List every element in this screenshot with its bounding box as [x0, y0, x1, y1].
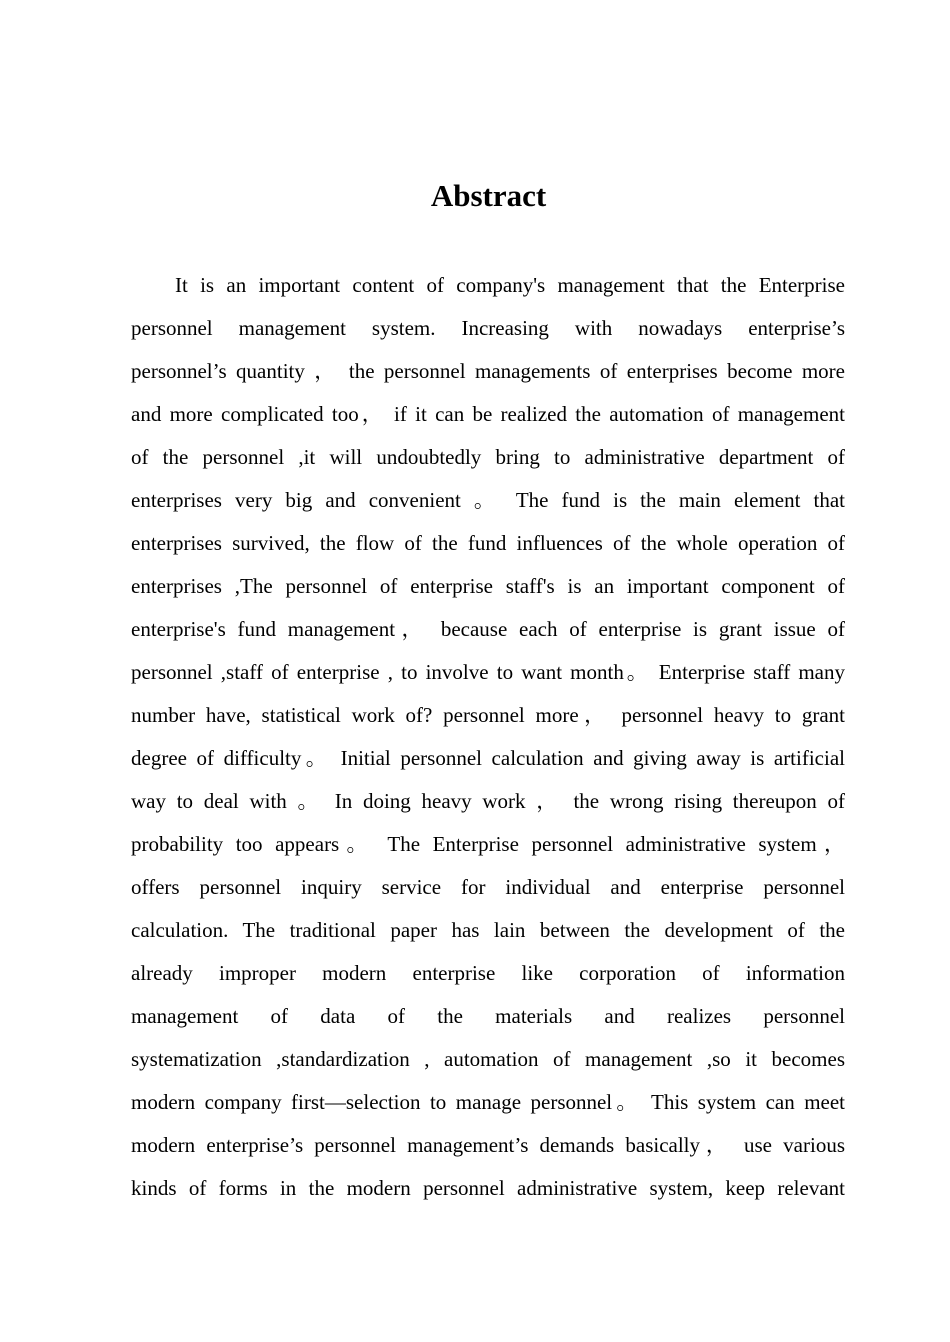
abstract-line-20: modern company first—selection to manage personnel。 This system can meet: [131, 1090, 845, 1114]
abstract-line-1: It is an important content of company's management that the Enterprise: [175, 273, 845, 297]
abstract-title: Abstract: [430, 178, 547, 213]
abstract-line-8: enterprises ,The personnel of enterprise staff's is an important component of: [131, 574, 845, 598]
abstract-line-2: personnel management system. Increasing with nowadays enterprise’s: [131, 316, 845, 340]
abstract-line-4: and more complicated too， if it can be realized the automation of management: [131, 402, 845, 426]
abstract-line-15: offers personnel inquiry service for individual and enterprise personnel: [131, 875, 845, 899]
abstract-line-21: modern enterprise’s personnel management’s demands basically， use various: [131, 1133, 845, 1157]
abstract-line-6: enterprises very big and convenient 。 The fund is the main element that: [131, 488, 845, 512]
abstract-line-17: already improper modern enterprise like corporation of information: [131, 961, 845, 985]
abstract-line-7: enterprises survived, the flow of the fund influences of the whole operation of: [131, 531, 845, 555]
abstract-line-13: way to deal with 。 In doing heavy work ， the wrong rising thereupon of: [131, 789, 845, 813]
abstract-line-5: of the personnel ,it will undoubtedly bring to administrative department of: [131, 445, 845, 469]
abstract-line-19: systematization ,standardization , automation of management ,so it becomes: [131, 1047, 845, 1071]
abstract-line-11: number have, statistical work of? personnel more， personnel heavy to grant: [131, 703, 845, 727]
abstract-line-10: personnel ,staff of enterprise , to involve to want month。 Enterprise staff many: [131, 660, 845, 684]
abstract-line-18: management of data of the materials and realizes personnel: [131, 1004, 845, 1028]
abstract-line-9: enterprise's fund management， because each of enterprise is grant issue of: [131, 617, 845, 641]
abstract-body: [131, 264, 845, 1210]
abstract-line-3: personnel’s quantity ， the personnel managements of enterprises become more: [131, 359, 845, 383]
abstract-line-12: degree of difficulty。 Initial personnel calculation and giving away is artificial: [131, 746, 845, 770]
abstract-line-22: kinds of forms in the modern personnel administrative system, keep relevant: [131, 1176, 845, 1200]
abstract-line-14: probability too appears。 The Enterprise personnel administrative system，: [131, 832, 845, 856]
abstract-line-16: calculation. The traditional paper has lain between the development of the: [131, 918, 845, 942]
